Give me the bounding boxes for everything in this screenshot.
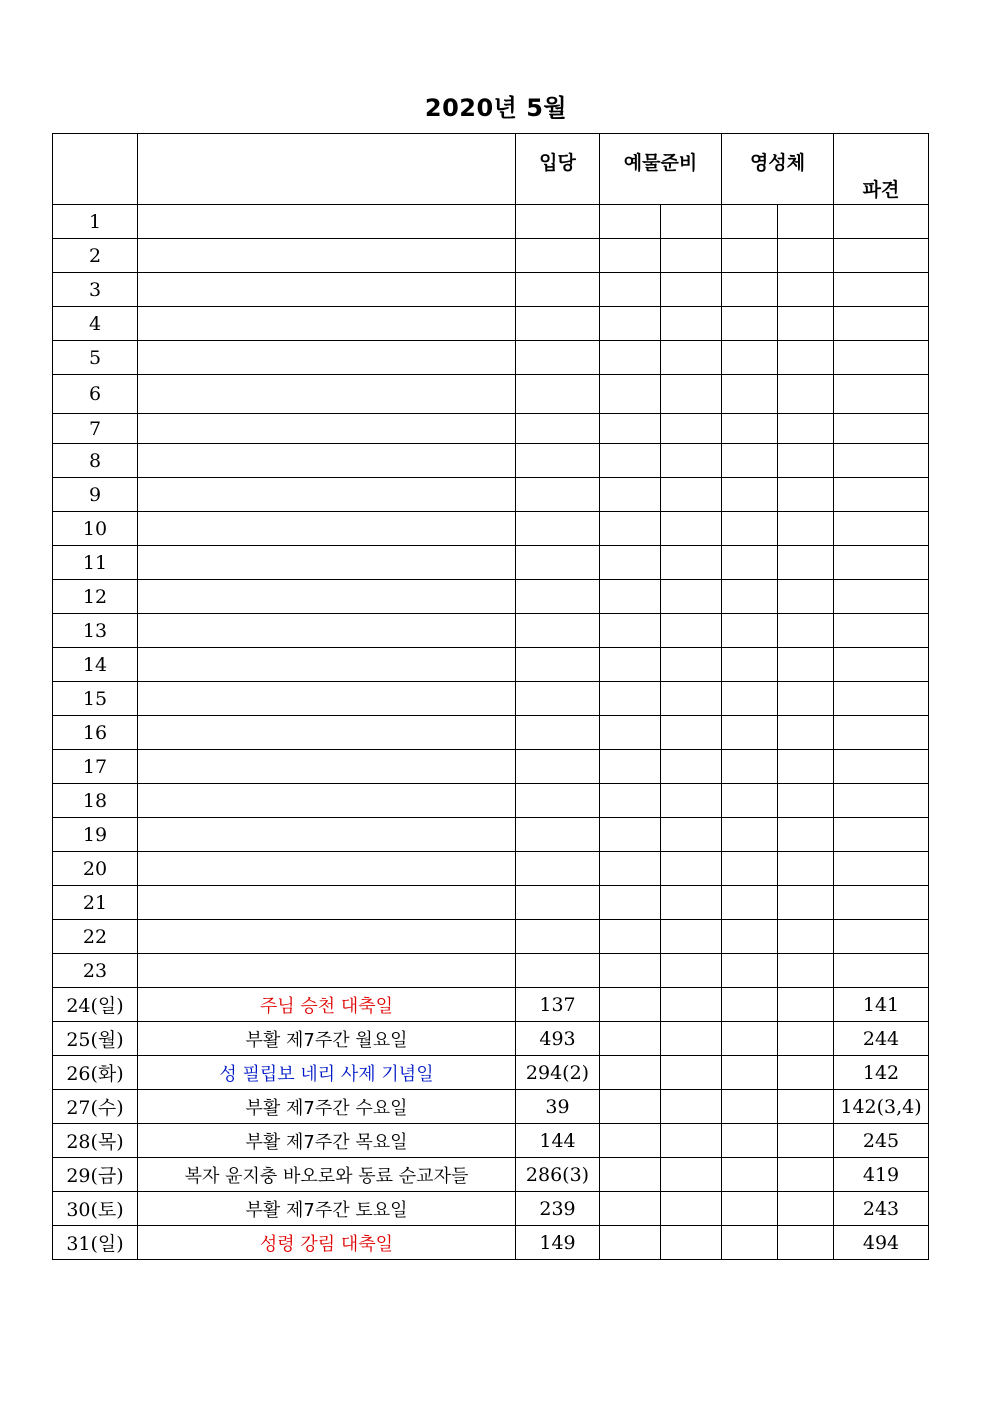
communion-cell-b <box>778 1158 834 1192</box>
day-cell: 2 <box>53 239 138 273</box>
communion-cell-a <box>722 1090 778 1124</box>
communion-cell-a <box>722 1158 778 1192</box>
entrance-cell <box>516 716 600 750</box>
header-offertory: 예물준비 <box>600 134 722 205</box>
communion-cell-a <box>722 239 778 273</box>
offertory-cell-b <box>661 750 722 784</box>
table-row <box>53 205 929 239</box>
entrance-cell: 144 <box>516 1124 600 1158</box>
dismissal-cell <box>834 512 929 546</box>
dismissal-cell <box>834 784 929 818</box>
table-row <box>53 648 929 682</box>
event-cell <box>138 307 516 341</box>
offertory-cell-a <box>600 239 661 273</box>
dismissal-cell <box>834 920 929 954</box>
offertory-cell-b <box>661 886 722 920</box>
table-row <box>53 307 929 341</box>
offertory-cell-a <box>600 818 661 852</box>
communion-cell-a <box>722 1226 778 1260</box>
event-cell <box>138 954 516 988</box>
entrance-cell <box>516 273 600 307</box>
communion-cell-b <box>778 205 834 239</box>
dismissal-cell <box>834 341 929 375</box>
communion-cell-b <box>778 546 834 580</box>
header-dismissal: 파견 <box>834 134 929 205</box>
communion-cell-b <box>778 1124 834 1158</box>
communion-cell-a <box>722 886 778 920</box>
day-cell: 11 <box>53 546 138 580</box>
offertory-cell-b <box>661 1022 722 1056</box>
communion-cell-a <box>722 682 778 716</box>
day-cell: 10 <box>53 512 138 546</box>
table-row <box>53 1226 929 1260</box>
offertory-cell-b <box>661 988 722 1022</box>
dismissal-cell <box>834 648 929 682</box>
offertory-cell-b <box>661 205 722 239</box>
communion-cell-a <box>722 648 778 682</box>
day-cell: 1 <box>53 205 138 239</box>
communion-cell-a <box>722 1056 778 1090</box>
offertory-cell-a <box>600 1022 661 1056</box>
offertory-cell-b <box>661 920 722 954</box>
day-cell: 3 <box>53 273 138 307</box>
offertory-cell-b <box>661 954 722 988</box>
event-cell: 주님 승천 대축일 <box>138 988 516 1022</box>
event-cell: 성령 강림 대축일 <box>138 1226 516 1260</box>
offertory-cell-a <box>600 273 661 307</box>
entrance-cell <box>516 648 600 682</box>
offertory-cell-b <box>661 512 722 546</box>
offertory-cell-a <box>600 580 661 614</box>
offertory-cell-a <box>600 648 661 682</box>
event-cell <box>138 852 516 886</box>
communion-cell-a <box>722 580 778 614</box>
event-cell: 성 필립보 네리 사제 기념일 <box>138 1056 516 1090</box>
communion-cell-b <box>778 444 834 478</box>
offertory-cell-a <box>600 954 661 988</box>
dismissal-cell: 141 <box>834 988 929 1022</box>
table-row <box>53 546 929 580</box>
event-cell <box>138 920 516 954</box>
communion-cell-a <box>722 512 778 546</box>
communion-cell-b <box>778 818 834 852</box>
dismissal-cell: 419 <box>834 1158 929 1192</box>
entrance-cell <box>516 546 600 580</box>
offertory-cell-a <box>600 444 661 478</box>
entrance-cell <box>516 954 600 988</box>
communion-cell-b <box>778 648 834 682</box>
communion-cell-a <box>722 784 778 818</box>
table-row <box>53 1022 929 1056</box>
header-event <box>138 134 516 205</box>
communion-cell-a <box>722 444 778 478</box>
event-cell: 부활 제7주간 수요일 <box>138 1090 516 1124</box>
entrance-cell: 239 <box>516 1192 600 1226</box>
table-row <box>53 682 929 716</box>
entrance-cell <box>516 614 600 648</box>
communion-cell-b <box>778 512 834 546</box>
entrance-cell <box>516 682 600 716</box>
header-row <box>53 134 929 205</box>
entrance-cell <box>516 444 600 478</box>
offertory-cell-b <box>661 1124 722 1158</box>
dismissal-cell <box>834 375 929 414</box>
dismissal-cell <box>834 444 929 478</box>
entrance-cell <box>516 750 600 784</box>
event-cell: 부활 제7주간 월요일 <box>138 1022 516 1056</box>
offertory-cell-b <box>661 648 722 682</box>
dismissal-cell: 245 <box>834 1124 929 1158</box>
entrance-cell: 294(2) <box>516 1056 600 1090</box>
offertory-cell-a <box>600 414 661 444</box>
day-cell: 30(토) <box>53 1192 138 1226</box>
event-cell <box>138 512 516 546</box>
offertory-cell-a <box>600 307 661 341</box>
day-cell: 5 <box>53 341 138 375</box>
table-row <box>53 512 929 546</box>
offertory-cell-a <box>600 614 661 648</box>
table-row <box>53 1124 929 1158</box>
entrance-cell <box>516 818 600 852</box>
communion-cell-b <box>778 1090 834 1124</box>
communion-cell-b <box>778 784 834 818</box>
day-cell: 15 <box>53 682 138 716</box>
day-cell: 8 <box>53 444 138 478</box>
communion-cell-b <box>778 682 834 716</box>
table-row <box>53 920 929 954</box>
offertory-cell-b <box>661 818 722 852</box>
entrance-cell <box>516 852 600 886</box>
entrance-cell: 493 <box>516 1022 600 1056</box>
communion-cell-b <box>778 1226 834 1260</box>
offertory-cell-a <box>600 750 661 784</box>
entrance-cell <box>516 414 600 444</box>
table-row <box>53 478 929 512</box>
event-cell <box>138 818 516 852</box>
offertory-cell-a <box>600 375 661 414</box>
communion-cell-b <box>778 375 834 414</box>
event-cell <box>138 444 516 478</box>
table-row <box>53 954 929 988</box>
dismissal-cell <box>834 818 929 852</box>
event-cell <box>138 750 516 784</box>
event-cell <box>138 205 516 239</box>
offertory-cell-b <box>661 1226 722 1260</box>
offertory-cell-a <box>600 852 661 886</box>
table-row <box>53 239 929 273</box>
event-cell <box>138 239 516 273</box>
dismissal-cell: 244 <box>834 1022 929 1056</box>
communion-cell-b <box>778 273 834 307</box>
offertory-cell-a <box>600 920 661 954</box>
day-cell: 29(금) <box>53 1158 138 1192</box>
entrance-cell <box>516 341 600 375</box>
offertory-cell-a <box>600 1158 661 1192</box>
dismissal-cell <box>834 580 929 614</box>
table-row <box>53 784 929 818</box>
offertory-cell-b <box>661 239 722 273</box>
day-cell: 25(월) <box>53 1022 138 1056</box>
table-row <box>53 414 929 444</box>
offertory-cell-a <box>600 1056 661 1090</box>
table-row <box>53 273 929 307</box>
entrance-cell: 286(3) <box>516 1158 600 1192</box>
entrance-cell <box>516 886 600 920</box>
day-cell: 18 <box>53 784 138 818</box>
offertory-cell-b <box>661 307 722 341</box>
communion-cell-a <box>722 546 778 580</box>
offertory-cell-b <box>661 273 722 307</box>
entrance-cell: 39 <box>516 1090 600 1124</box>
entrance-cell <box>516 512 600 546</box>
communion-cell-b <box>778 414 834 444</box>
day-cell: 12 <box>53 580 138 614</box>
table-row <box>53 444 929 478</box>
event-cell <box>138 784 516 818</box>
offertory-cell-a <box>600 341 661 375</box>
header-entrance: 입당 <box>516 134 600 205</box>
table-row <box>53 1192 929 1226</box>
event-cell <box>138 414 516 444</box>
dismissal-cell: 142(3,4) <box>834 1090 929 1124</box>
day-cell: 22 <box>53 920 138 954</box>
table-row <box>53 886 929 920</box>
offertory-cell-a <box>600 1124 661 1158</box>
day-cell: 17 <box>53 750 138 784</box>
event-cell: 부활 제7주간 목요일 <box>138 1124 516 1158</box>
table-row <box>53 1158 929 1192</box>
table-row <box>53 1056 929 1090</box>
communion-cell-b <box>778 886 834 920</box>
communion-cell-a <box>722 1022 778 1056</box>
communion-cell-a <box>722 273 778 307</box>
communion-cell-b <box>778 614 834 648</box>
communion-cell-b <box>778 478 834 512</box>
entrance-cell <box>516 239 600 273</box>
event-cell <box>138 682 516 716</box>
dismissal-cell <box>834 273 929 307</box>
day-cell: 24(일) <box>53 988 138 1022</box>
event-cell <box>138 546 516 580</box>
offertory-cell-a <box>600 478 661 512</box>
dismissal-cell <box>834 546 929 580</box>
communion-cell-a <box>722 205 778 239</box>
offertory-cell-b <box>661 784 722 818</box>
day-cell: 27(수) <box>53 1090 138 1124</box>
communion-cell-b <box>778 750 834 784</box>
communion-cell-b <box>778 1056 834 1090</box>
entrance-cell <box>516 580 600 614</box>
dismissal-cell: 243 <box>834 1192 929 1226</box>
communion-cell-a <box>722 341 778 375</box>
offertory-cell-b <box>661 414 722 444</box>
table-row <box>53 1090 929 1124</box>
event-cell <box>138 478 516 512</box>
entrance-cell: 149 <box>516 1226 600 1260</box>
communion-cell-a <box>722 954 778 988</box>
offertory-cell-a <box>600 716 661 750</box>
event-cell <box>138 614 516 648</box>
event-cell <box>138 886 516 920</box>
day-cell: 26(화) <box>53 1056 138 1090</box>
entrance-cell <box>516 375 600 414</box>
day-cell: 9 <box>53 478 138 512</box>
event-cell <box>138 648 516 682</box>
table-row <box>53 341 929 375</box>
dismissal-cell: 494 <box>834 1226 929 1260</box>
event-cell <box>138 341 516 375</box>
dismissal-cell <box>834 886 929 920</box>
dismissal-cell <box>834 852 929 886</box>
day-cell: 14 <box>53 648 138 682</box>
entrance-cell <box>516 478 600 512</box>
communion-cell-a <box>722 852 778 886</box>
offertory-cell-b <box>661 1056 722 1090</box>
day-cell: 7 <box>53 414 138 444</box>
offertory-cell-b <box>661 1192 722 1226</box>
entrance-cell <box>516 920 600 954</box>
event-cell <box>138 375 516 414</box>
communion-cell-a <box>722 375 778 414</box>
entrance-cell <box>516 784 600 818</box>
communion-cell-b <box>778 580 834 614</box>
communion-cell-a <box>722 988 778 1022</box>
day-cell: 23 <box>53 954 138 988</box>
offertory-cell-b <box>661 716 722 750</box>
dismissal-cell <box>834 954 929 988</box>
table-row <box>53 750 929 784</box>
hymn-schedule-table <box>52 133 929 1260</box>
dismissal-cell <box>834 750 929 784</box>
event-cell: 부활 제7주간 토요일 <box>138 1192 516 1226</box>
offertory-cell-a <box>600 512 661 546</box>
dismissal-cell <box>834 682 929 716</box>
day-cell: 19 <box>53 818 138 852</box>
table-row <box>53 580 929 614</box>
event-cell: 복자 윤지충 바오로와 동료 순교자들 <box>138 1158 516 1192</box>
dismissal-cell <box>834 414 929 444</box>
day-cell: 31(일) <box>53 1226 138 1260</box>
offertory-cell-a <box>600 988 661 1022</box>
day-cell: 4 <box>53 307 138 341</box>
communion-cell-a <box>722 716 778 750</box>
communion-cell-a <box>722 414 778 444</box>
offertory-cell-a <box>600 546 661 580</box>
communion-cell-a <box>722 614 778 648</box>
communion-cell-a <box>722 920 778 954</box>
offertory-cell-b <box>661 682 722 716</box>
communion-cell-b <box>778 920 834 954</box>
dismissal-cell: 142 <box>834 1056 929 1090</box>
communion-cell-a <box>722 307 778 341</box>
header-communion: 영성체 <box>722 134 834 205</box>
offertory-cell-b <box>661 478 722 512</box>
offertory-cell-a <box>600 1192 661 1226</box>
table-row <box>53 716 929 750</box>
day-cell: 13 <box>53 614 138 648</box>
communion-cell-b <box>778 954 834 988</box>
dismissal-cell <box>834 205 929 239</box>
day-cell: 28(목) <box>53 1124 138 1158</box>
page-title: 2020년 5월 <box>424 94 568 122</box>
offertory-cell-a <box>600 784 661 818</box>
day-cell: 16 <box>53 716 138 750</box>
offertory-cell-b <box>661 614 722 648</box>
table-row <box>53 614 929 648</box>
day-cell: 6 <box>53 375 138 414</box>
header-day <box>53 134 138 205</box>
offertory-cell-b <box>661 444 722 478</box>
communion-cell-b <box>778 1192 834 1226</box>
offertory-cell-b <box>661 852 722 886</box>
entrance-cell <box>516 205 600 239</box>
offertory-cell-b <box>661 1090 722 1124</box>
dismissal-cell <box>834 614 929 648</box>
table-row <box>53 375 929 414</box>
communion-cell-b <box>778 1022 834 1056</box>
event-cell <box>138 273 516 307</box>
communion-cell-b <box>778 307 834 341</box>
entrance-cell: 137 <box>516 988 600 1022</box>
communion-cell-a <box>722 1124 778 1158</box>
offertory-cell-a <box>600 886 661 920</box>
offertory-cell-a <box>600 682 661 716</box>
dismissal-cell <box>834 478 929 512</box>
offertory-cell-b <box>661 375 722 414</box>
offertory-cell-b <box>661 1158 722 1192</box>
offertory-cell-a <box>600 205 661 239</box>
event-cell <box>138 580 516 614</box>
dismissal-cell <box>834 716 929 750</box>
communion-cell-a <box>722 478 778 512</box>
communion-cell-b <box>778 239 834 273</box>
communion-cell-b <box>778 988 834 1022</box>
dismissal-cell <box>834 239 929 273</box>
table-row <box>53 852 929 886</box>
offertory-cell-b <box>661 580 722 614</box>
table-row <box>53 818 929 852</box>
table-row <box>53 988 929 1022</box>
event-cell <box>138 716 516 750</box>
day-cell: 21 <box>53 886 138 920</box>
day-cell: 20 <box>53 852 138 886</box>
offertory-cell-a <box>600 1226 661 1260</box>
entrance-cell <box>516 307 600 341</box>
communion-cell-b <box>778 852 834 886</box>
dismissal-cell <box>834 307 929 341</box>
communion-cell-b <box>778 341 834 375</box>
offertory-cell-b <box>661 341 722 375</box>
communion-cell-a <box>722 818 778 852</box>
communion-cell-b <box>778 716 834 750</box>
offertory-cell-b <box>661 546 722 580</box>
communion-cell-a <box>722 1192 778 1226</box>
offertory-cell-a <box>600 1090 661 1124</box>
communion-cell-a <box>722 750 778 784</box>
